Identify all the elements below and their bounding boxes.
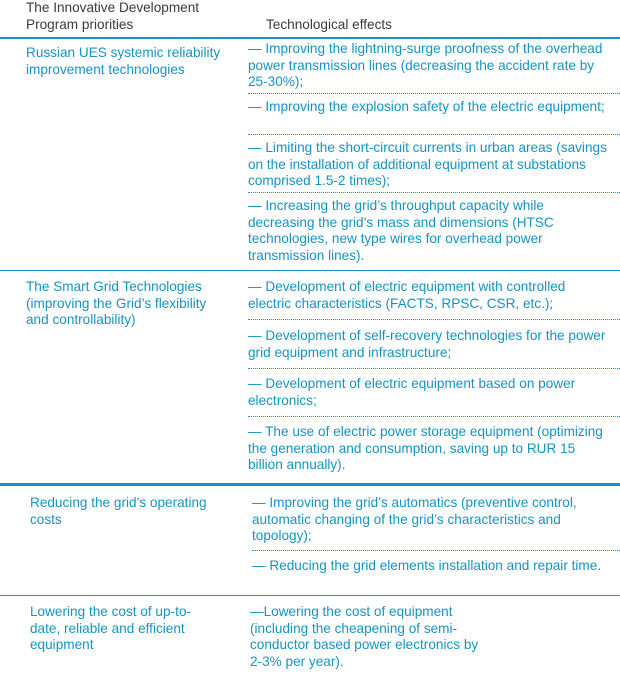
row-effect: — Limiting the short-circuit currents in urban areas (savings on the installation of additional equipment at substations comprised 1.5-2 times); bbox=[248, 140, 607, 188]
row-effect: — Increasing the grid’s throughput capacity while decreasing the grid’s mass and dimensions (HTSC technologies, new type wires for overhead power transmission lines). bbox=[248, 198, 554, 263]
row-category: Russian UES systemic reliability improvement technologies bbox=[26, 45, 221, 77]
row-effect: — Development of self-recovery technologies for the power grid equipment and infrastructure; bbox=[248, 328, 606, 360]
row-effect: — Improving the explosion safety of the electric equipment; bbox=[248, 99, 605, 114]
header-priorities: The Innovative Development Program priorities bbox=[26, 0, 200, 32]
row-effect: —Lowering the cost of equipment (including the cheapening of semi-conductor based power electronics by 2-3% per year). bbox=[250, 604, 479, 669]
row-effect: — Development of electric equipment based on power electronics; bbox=[248, 376, 576, 408]
effect-separator bbox=[248, 192, 620, 193]
row-effect: — Improving the lightning-surge proofness of the overhead power transmission lines (decreasing the accident rate by 25-30%); bbox=[248, 41, 603, 89]
row-effect: — Development of electric equipment with controlled electric characteristics (FACTS, RPSC, CSR, etc.); bbox=[248, 279, 566, 311]
row-divider-thick bbox=[0, 483, 620, 486]
header-effects: Technological effects bbox=[266, 17, 392, 32]
row-category: Reducing the grid’s operating costs bbox=[30, 495, 207, 527]
effect-separator bbox=[248, 416, 620, 417]
row-effect: — Reducing the grid elements installation and repair time. bbox=[252, 558, 602, 573]
row-divider bbox=[0, 595, 620, 596]
row-category: Lowering the cost of up-to-date, reliable and efficient equipment bbox=[30, 604, 191, 652]
effect-separator bbox=[248, 93, 620, 94]
effect-separator bbox=[252, 550, 620, 551]
row-divider bbox=[0, 270, 620, 271]
effect-separator bbox=[248, 134, 620, 135]
effect-separator bbox=[248, 368, 620, 369]
header-rule bbox=[0, 37, 620, 39]
row-effect: — Improving the grid’s automatics (preventive control, automatic changing of the grid’s characteristics and topology); bbox=[252, 495, 577, 543]
row-category: The Smart Grid Technologies (improving the Grid’s flexibility and controllability) bbox=[26, 279, 207, 327]
row-effect: — The use of electric power storage equipment (optimizing the generation and consumption, saving up to RUR 15 billion annually). bbox=[248, 424, 603, 472]
effect-separator bbox=[248, 319, 620, 320]
